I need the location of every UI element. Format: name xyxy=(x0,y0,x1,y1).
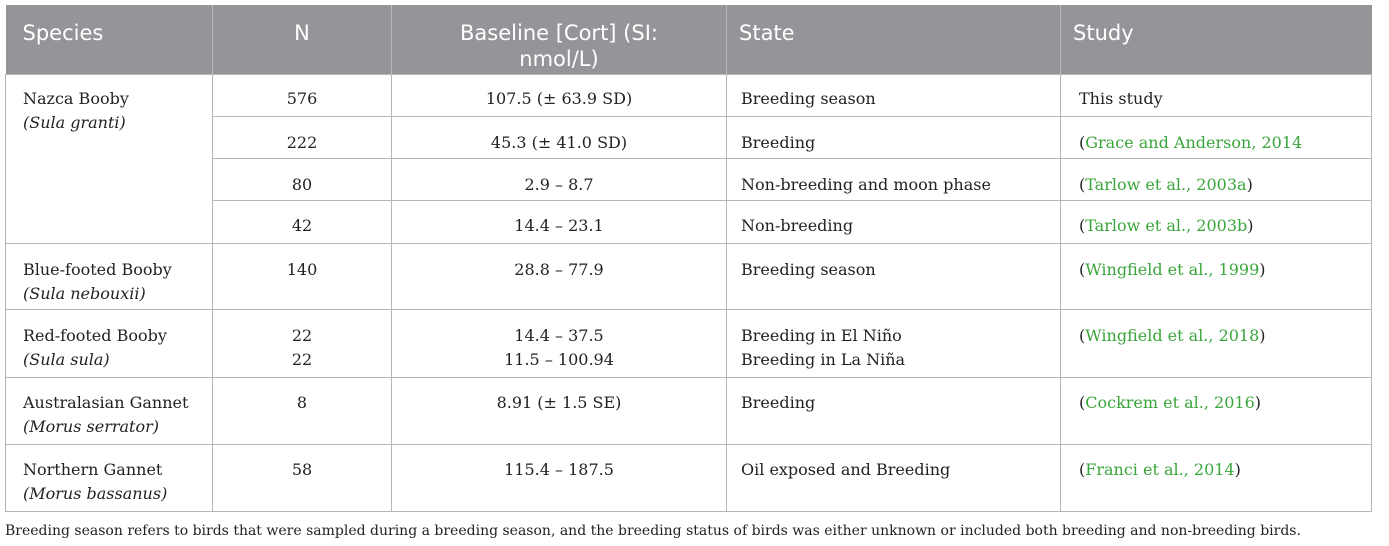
baseline-cell xyxy=(392,309,727,377)
baseline-cell: 8.91 (± 1.5 SE) xyxy=(392,377,727,444)
species-cell xyxy=(6,243,213,309)
state-cell: Non-breeding and moon phase xyxy=(727,158,1061,200)
paren-open: ( xyxy=(1079,325,1086,345)
table-row xyxy=(6,74,1372,116)
state-cell: Breeding xyxy=(727,116,1061,158)
state-cell: Breeding season xyxy=(727,243,1061,309)
species-common-name: Nazca Booby xyxy=(23,88,129,108)
species-common-name: Blue-footed Booby xyxy=(23,259,172,279)
state-cell: Breeding season xyxy=(727,74,1061,116)
citation-link[interactable]: Franci et al., 2014 xyxy=(1085,459,1235,479)
species-scientific-name: (Morus serrator) xyxy=(23,416,159,436)
n-cell: 80 xyxy=(213,158,392,200)
n-cell: 58 xyxy=(213,444,392,511)
n-cell: 8 xyxy=(213,377,392,444)
state-cell xyxy=(727,309,1061,377)
paren-open: ( xyxy=(1079,132,1086,152)
citation-link[interactable]: Tarlow et al., 2003b xyxy=(1085,215,1248,235)
paren-open: ( xyxy=(1079,259,1086,279)
citation-link[interactable]: Wingfield et al., 1999 xyxy=(1085,259,1260,279)
header-study: Study xyxy=(1061,5,1372,74)
paren-close: ) xyxy=(1259,259,1266,279)
baseline-cell: 45.3 (± 41.0 SD) xyxy=(392,116,727,158)
baseline-el-nino: 14.4 – 37.5 xyxy=(514,325,604,345)
species-scientific-name: (Sula granti) xyxy=(23,112,126,132)
paren-close: ) xyxy=(1254,392,1262,412)
citation-link[interactable]: Grace and Anderson, 2014 xyxy=(1085,132,1303,152)
state-el-nino: Breeding in El Niño xyxy=(741,325,902,345)
paren-close: ) xyxy=(1234,459,1241,479)
header-baseline xyxy=(392,5,727,74)
baseline-cell: 2.9 – 8.7 xyxy=(392,158,727,200)
paren-open: ( xyxy=(1079,215,1086,235)
header-species: Species xyxy=(22,21,104,45)
table-row xyxy=(6,243,1372,309)
state-cell: Breeding xyxy=(727,377,1061,444)
study-cell xyxy=(1061,243,1372,309)
n-value-la-nina: 22 xyxy=(291,349,313,369)
table-row xyxy=(6,377,1372,444)
header-baseline-line1: Baseline [Cort] (SI: xyxy=(460,21,658,45)
paren-close: ) xyxy=(1246,174,1253,194)
header-state: State xyxy=(727,5,1061,74)
state-la-nina: Breeding in La Niña xyxy=(741,349,906,369)
state-cell: Non-breeding xyxy=(727,200,1061,243)
species-cell xyxy=(6,377,213,444)
table-header-row xyxy=(6,5,1372,74)
study-cell xyxy=(1061,377,1372,444)
paren-open: ( xyxy=(1079,459,1086,479)
species-scientific-name: (Sula nebouxii) xyxy=(23,283,146,303)
baseline-cell: 14.4 – 23.1 xyxy=(392,200,727,243)
baseline-cell: 115.4 – 187.5 xyxy=(392,444,727,511)
species-common-name: Australasian Gannet xyxy=(23,392,189,412)
header-baseline-line2: nmol/L) xyxy=(519,47,599,71)
species-cell xyxy=(6,444,213,511)
study-cell xyxy=(1061,444,1372,511)
study-cell xyxy=(1061,116,1372,158)
header-n: N xyxy=(213,5,392,74)
baseline-cell: 107.5 (± 63.9 SD) xyxy=(392,74,727,116)
paren-close: ) xyxy=(1247,215,1254,235)
study-cell: This study xyxy=(1061,74,1372,116)
species-scientific-name: (Morus bassanus) xyxy=(23,483,168,503)
n-cell: 42 xyxy=(213,200,392,243)
species-common-name: Northern Gannet xyxy=(23,459,163,479)
paren-open: ( xyxy=(1079,392,1086,412)
n-cell xyxy=(213,309,392,377)
baseline-la-nina: 11.5 – 100.94 xyxy=(504,349,614,369)
baseline-cell: 28.8 – 77.9 xyxy=(392,243,727,309)
species-scientific-name: (Sula sula) xyxy=(23,349,110,369)
study-cell xyxy=(1061,158,1372,200)
n-cell: 140 xyxy=(213,243,392,309)
citation-link[interactable]: Tarlow et al., 2003a xyxy=(1085,174,1247,194)
state-cell: Oil exposed and Breeding xyxy=(727,444,1061,511)
corticosterone-table xyxy=(5,5,1372,512)
citation-link[interactable]: Wingfield et al., 2018 xyxy=(1085,325,1260,345)
table-row xyxy=(6,444,1372,511)
citation-link[interactable]: Cockrem et al., 2016 xyxy=(1085,392,1255,412)
table-footnote: Breeding season refers to birds that were sampled during a breeding season, and the breeding status of birds was either unknown or included both breeding and non-breeding birds. xyxy=(5,523,1301,539)
study-cell xyxy=(1061,200,1372,243)
paren-close: ) xyxy=(1259,325,1266,345)
species-common-name: Red-footed Booby xyxy=(23,325,167,345)
species-cell xyxy=(6,309,213,377)
paren-open: ( xyxy=(1079,174,1086,194)
table-row xyxy=(6,309,1372,377)
n-cell: 576 xyxy=(213,74,392,116)
n-value-el-nino: 22 xyxy=(291,325,313,345)
species-cell xyxy=(6,74,213,243)
n-cell: 222 xyxy=(213,116,392,158)
study-cell xyxy=(1061,309,1372,377)
